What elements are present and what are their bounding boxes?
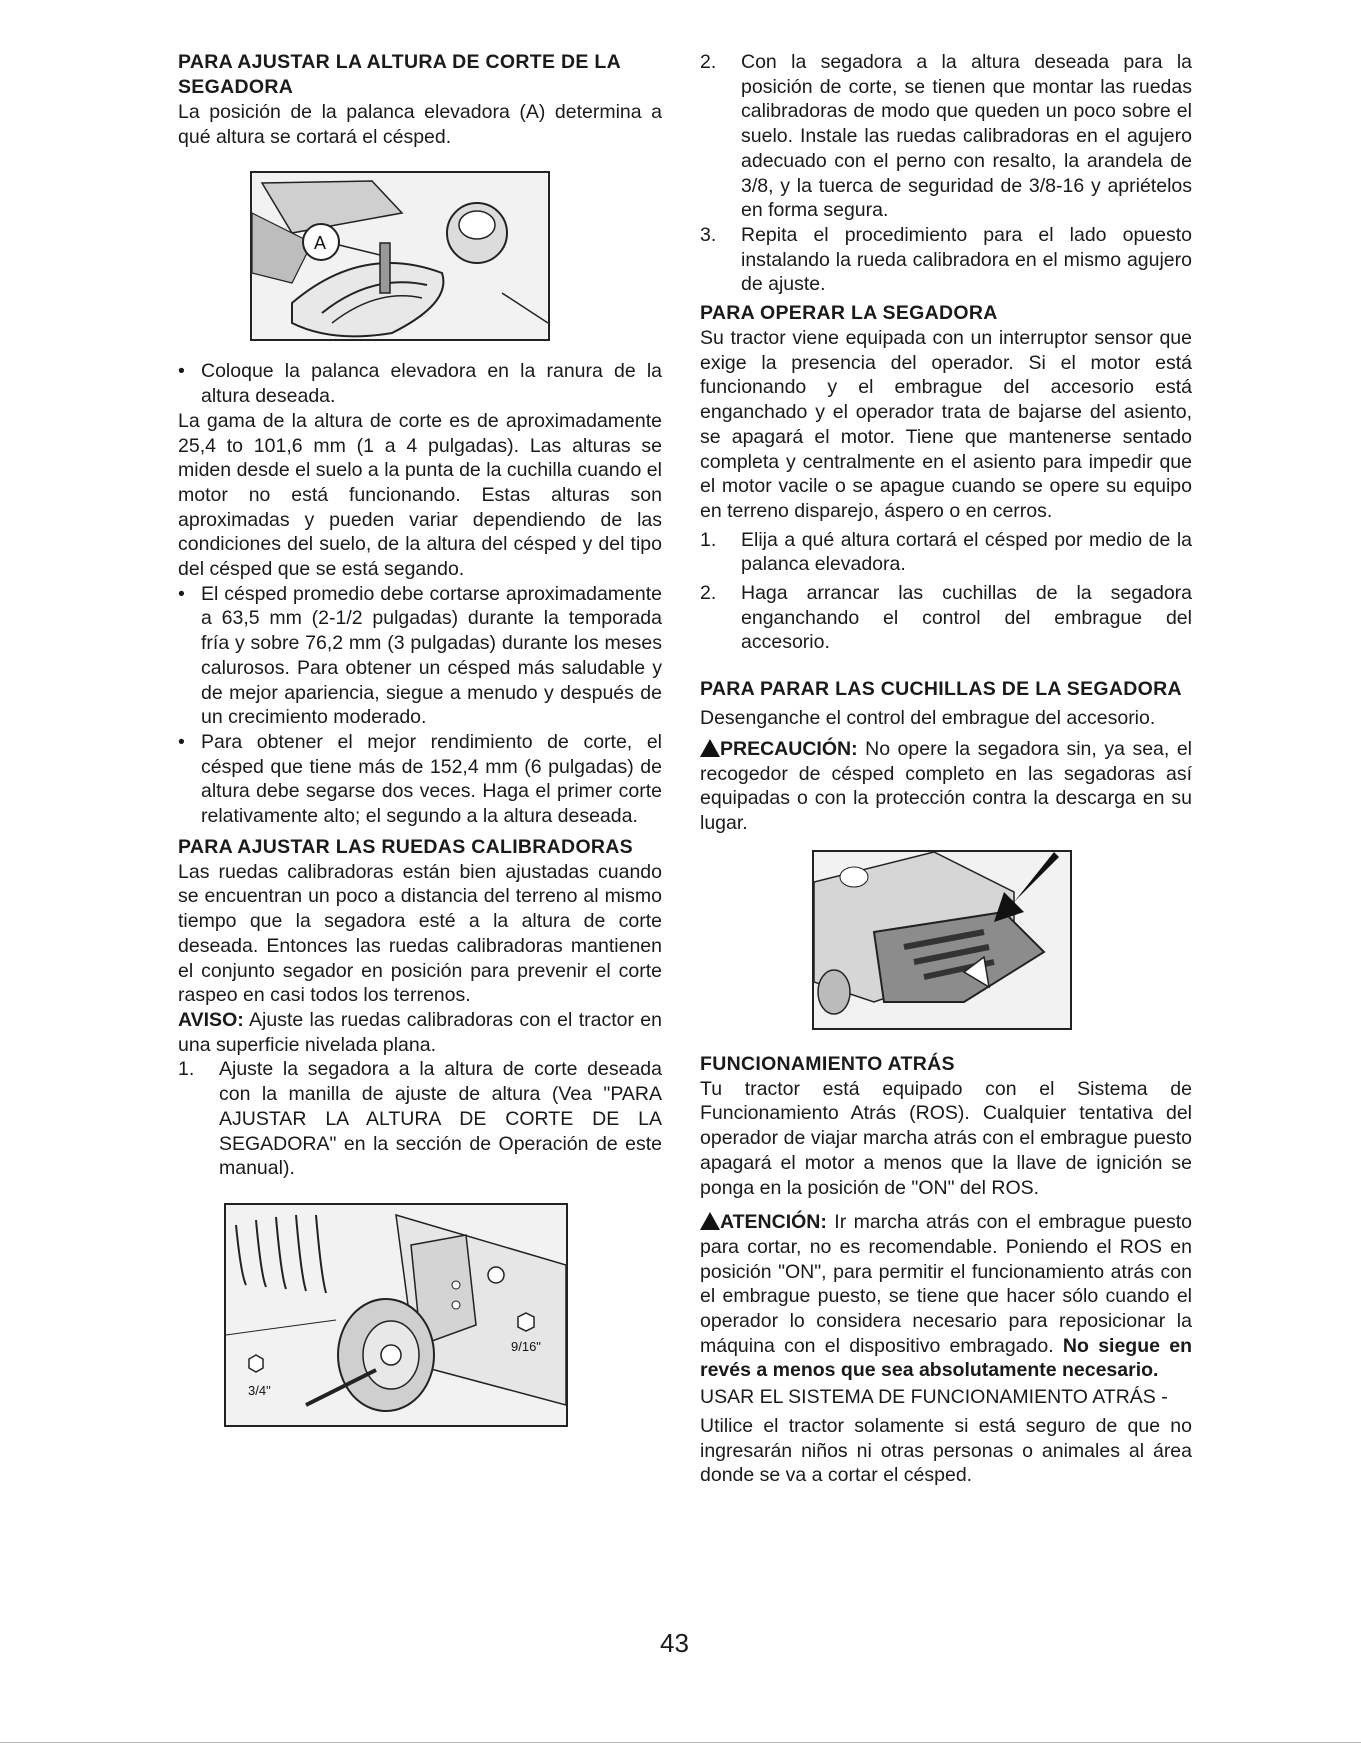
atencion-label: ATENCIÓN: [720,1211,827,1234]
paragraph-utilice: Utilice el tractor solamente si está seguro de que no ingresarán niños ni otras personas o animales al área donde se va a cortar el césped. [700,1414,1192,1487]
right-column [700,50,1192,1488]
op-step-2: 2. Haga arrancar las cuchillas de la segadora enganchando el control del embrague del accesorio. [700,582,1192,654]
page-number: 43 [660,1628,689,1658]
step-3: 3. Repita el procedimiento para el lado opuesto instalando la rueda calibradora en el mismo agujero de ajuste. [700,223,1192,296]
warning-icon [700,739,720,757]
paragraph-operar: Su tractor viene equipada con un interruptor sensor que exige la presencia del operador. Si el motor está funcionando y el embrague del accesorio está enganchado y el operador trata de bajarse del asiento, se apagará el motor. Tiene que mantenerse sentado completa y centralmente en el asiento para impedir que el motor vacile o se apague cuando se opere su equipo en terreno disparejo, áspero o en cerros. [700,327,1192,522]
paragraph-usar-sistema: USAR EL SISTEMA DE FUNCIONAMIENTO ATRÁS - [700,1386,1168,1409]
gauge-wheel-illustration [226,1205,566,1425]
bullet-rendimiento: • Para obtener el mejor rendimiento de corte, el césped que tiene más de 152,4 mm (6 pulgadas) de altura debe segarse dos veces. Haga el primer corte relativamente alto; el segundo a la altura deseada. [178,730,662,828]
step-1: 1. Ajuste la segadora a la altura de corte deseada con la manilla de ajuste de altura (Vea "PARA AJUSTAR LA ALTURA DE CORTE DE LA SEGADORA" en la sección de Operación de este manual). [178,1058,662,1180]
heading-altura-corte: PARA AJUSTAR LA ALTURA DE CORTE DE LA SEGADORA [178,51,621,98]
paragraph-aviso: AVISO: Ajuste las ruedas calibradoras con el tractor en una superficie nivelada plana. [178,1008,662,1056]
discharge-chute-illustration [814,852,1070,1028]
step-2: 2. Con la segadora a la altura deseada para la posición de corte, se tienen que montar las ruedas calibradoras de modo que queden un poco sobre el suelo. Instale las ruedas calibradoras en el agujero adecuado con el perno con resalto, la arandela de 3/8, y la tuerca de seguridad de 3/8-16 y apriételos en forma segura. [700,51,1192,222]
aviso-label: AVISO: [178,1008,244,1031]
paragraph-palanca: La posición de la palanca elevadora (A) determina a qué altura se cortará el césped. [178,101,662,148]
paragraph-ruedas: Las ruedas calibradoras están bien ajustadas cuando se encuentran un poco a distancia del terreno al mismo tiempo que la segadora esté a la altura de corte deseada. Entonces las ruedas calibradoras mantienen el conjunto segador en posición para prevenir el corte raspeo en casi todos los terrenos. [178,860,662,1007]
warning-icon [700,1212,720,1230]
figure-discharge [812,850,1072,1030]
bullet-cesped-promedio: • El césped promedio debe cortarse aproximadamente a 63,5 mm (2-1/2 pulgadas) durante la temporada fría y sobre 76,2 mm (3 pulgadas) durante los meses calurosos. Para obtener un césped más saludable y de mejor apariencia, siegue a menudo y después de un crecimiento moderado. [178,582,662,729]
paragraph-ros: Tu tractor está equipado con el Sistema de Funcionamiento Atrás (ROS). Cualquier tentativa del operador de viajar marcha atrás con el embrague puesto apagará el motor a menos que la llave de ignición se ponga en la posición de "ON" del ROS. [700,1077,1192,1199]
heading-operar: PARA OPERAR LA SEGADORA [700,302,998,325]
figure-gauge-wheel [224,1203,568,1427]
heading-parar: PARA PARAR LAS CUCHILLAS DE LA SEGADORA [700,678,1182,701]
label-a: A [314,233,327,254]
lift-lever-illustration [252,173,548,339]
precaucion-label: PRECAUCIÓN: [720,737,858,760]
heading-ruedas: PARA AJUSTAR LAS RUEDAS CALIBRADORAS [178,835,633,858]
paragraph-parar: Desenganche el control del embrague del accesorio. [700,707,1156,730]
op-step-1: 1. Elija a qué altura cortará el césped por medio de la palanca elevadora. [700,528,1192,576]
heading-funcionamiento-atras: FUNCIONAMIENTO ATRÁS [700,1052,955,1075]
bullet-palanca: • Coloque la palanca elevadora en la ranura de la altura deseada. [178,360,662,408]
label-9-16: 9/16" [511,1338,541,1354]
label-3-4: 3/4" [248,1382,271,1398]
paragraph-gama: La gama de la altura de corte es de aproximadamente 25,4 to 101,6 mm (1 a 4 pulgadas). Las alturas se miden desde el suelo a la punta de la cuchilla cuando el motor no está funcionando. Estas alturas son aproximadas y pueden variar dependiendo de las condiciones del suelo, de la altura del césped y del tipo del césped que se está segando. [178,409,662,581]
paragraph-atencion: ATENCIÓN: Ir marcha atrás con el embrague puesto para cortar, no es recomendable. Poniendo el ROS en posición "ON", para permitir el funcionamiento atrás con el embrague puesto, se tiene que hacer sólo cuando el operador lo considera necesario para reposicionar la máquina con el dispositivo embragado. No siegue en revés a menos que sea absolutamente necesario. [700,1211,1192,1382]
left-column [178,50,662,1427]
paragraph-precaucion: PRECAUCIÓN: No opere la segadora sin, ya sea, el recogedor de césped completo en las segadoras así equipadas o con la protección contra la descarga en su lugar. [700,737,1192,834]
bottom-rule [0,1742,1361,1743]
figure-lift-lever [250,171,550,341]
